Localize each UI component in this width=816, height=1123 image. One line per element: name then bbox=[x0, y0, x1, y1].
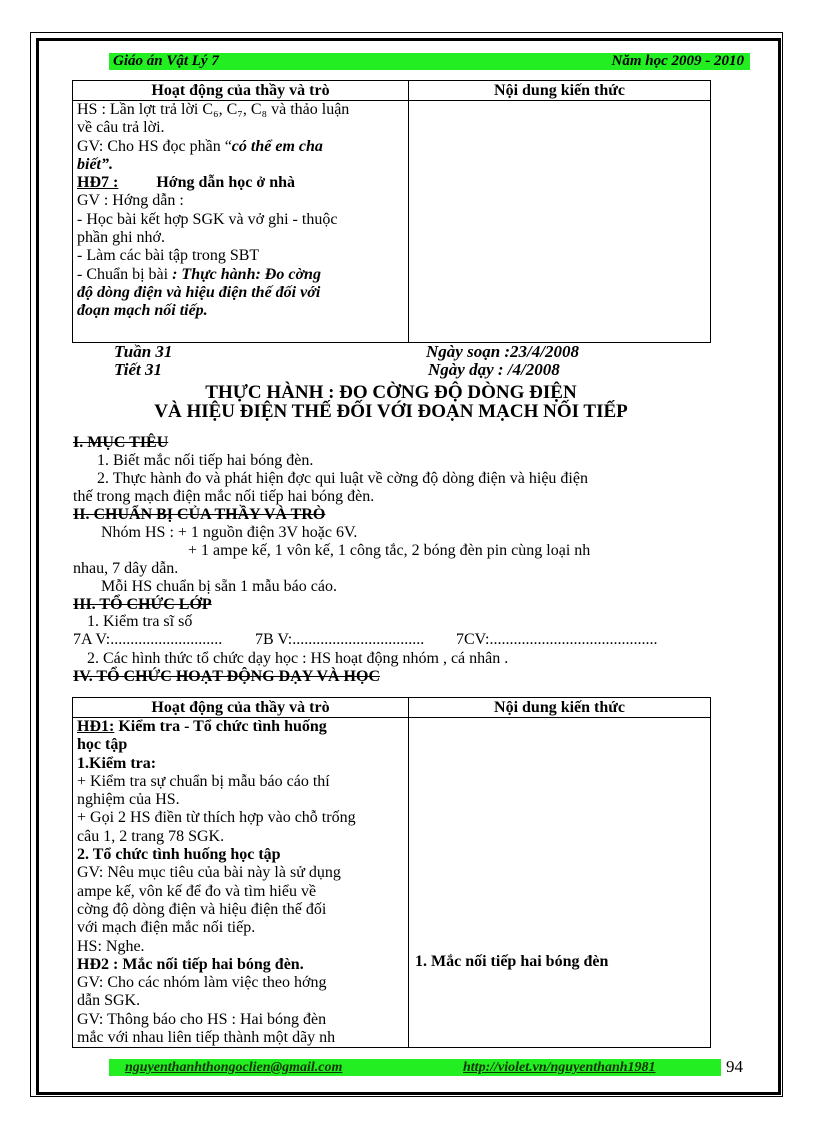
activity-table-2 bbox=[72, 697, 711, 1048]
footer-url-link[interactable]: http://violet.vn/nguyenthanh1981 bbox=[463, 1060, 656, 1075]
period-label: Tiết 31 bbox=[114, 360, 162, 379]
footer-email-link[interactable]: nguyenthanhthongoclien@gmail.com bbox=[125, 1060, 343, 1075]
col-header-activities: Hoạt động của thầy và trò bbox=[73, 698, 409, 718]
lesson-title-line1: THỰC HÀNH : ĐO CỜNG ĐỘ DÒNG ĐIỆN bbox=[205, 382, 577, 403]
col-header-content: Nội dung kiến thức bbox=[409, 698, 711, 718]
content-cell bbox=[409, 718, 711, 1048]
prep-date: Ngày soạn :23/4/2008 bbox=[426, 342, 579, 361]
teach-date: Ngày dạy : /4/2008 bbox=[428, 360, 560, 379]
week-label: Tuần 31 bbox=[114, 342, 173, 361]
hd1-heading: HĐ1: Kiểm tra - Tổ chức tình huống bbox=[77, 718, 327, 735]
section-class-organization: III. TỔ CHỨC LỚP bbox=[73, 596, 212, 613]
lesson-title-line2: VÀ HIỆU ĐIỆN THẾ ĐỐI VỚI ĐOẠN MẠCH NỐI TIẾP bbox=[154, 401, 628, 422]
hd7-heading: HĐ7 : Hớng dẫn học ở nhà bbox=[77, 174, 295, 192]
section-preparation: II. CHUẨN BỊ CỦA THẦY VÀ TRÒ bbox=[73, 506, 326, 523]
col-header-activities: Hoạt động của thầy và trò bbox=[73, 81, 409, 101]
content-cell bbox=[409, 101, 711, 343]
footer-banner bbox=[109, 1059, 721, 1076]
activities-cell: HS : Lần lợt trả lời C₆, C₇, C₈ và thảo luận về câu trả lời. GV: Cho HS đọc phần “có thể em cha biết”. HĐ7 : Hớng dẫn học ở nhà GV : Hớng dẫn : - Học bài kết hợp SGK và vở ghi - thuộc phần ghi nhớ. - Làm các bài tập trong SBT - Chuẩn bị bài : Thực hành: Đo cờng độ dòng điện và hiệu điện thế đối với đoạn mạch nối tiếp. bbox=[73, 101, 409, 343]
activities-cell: HĐ1: Kiểm tra - Tổ chức tình huống học tập 1.Kiểm tra: + Kiểm tra sự chuẩn bị mẫu báo cáo thí nghiệm của HS. + Gọi 2 HS điền từ thích hợp vào chỗ trống câu 1, 2 trang 78 SGK. 2. Tổ chức tình huống học tập GV: Nêu mục tiêu của bài này là sử dụng ampe kế, vôn kế để đo và tìm hiểu về cờng độ dòng điện và hiệu điện thế đối với mạch điện mắc nối tiếp. HS: Nghe. HĐ2 : Mắc nối tiếp hai bóng đèn. GV: Cho các nhóm làm việc theo hớng dẫn SGK. GV: Thông báo cho HS : Hai bóng đèn mắc với nhau liên tiếp thành một dãy nh bbox=[73, 718, 409, 1048]
section-activities: IV. TỔ CHỨC HOẠT ĐỘNG DẠY VÀ HỌC bbox=[73, 668, 380, 685]
content-heading-series-lamps: 1. Mắc nối tiếp hai bóng đèn bbox=[415, 953, 609, 970]
header-banner bbox=[109, 53, 750, 70]
header-school-year: Năm học 2009 - 2010 bbox=[611, 53, 744, 69]
page-number: 94 bbox=[726, 1057, 743, 1076]
hd2-heading: HĐ2 : Mắc nối tiếp hai bóng đèn. bbox=[77, 955, 304, 973]
col-header-content: Nội dung kiến thức bbox=[409, 81, 711, 101]
activity-table-1 bbox=[72, 80, 711, 343]
section-objectives: I. MỤC TIÊU bbox=[73, 434, 169, 451]
header-subject: Giáo án Vật Lý 7 bbox=[113, 53, 219, 69]
